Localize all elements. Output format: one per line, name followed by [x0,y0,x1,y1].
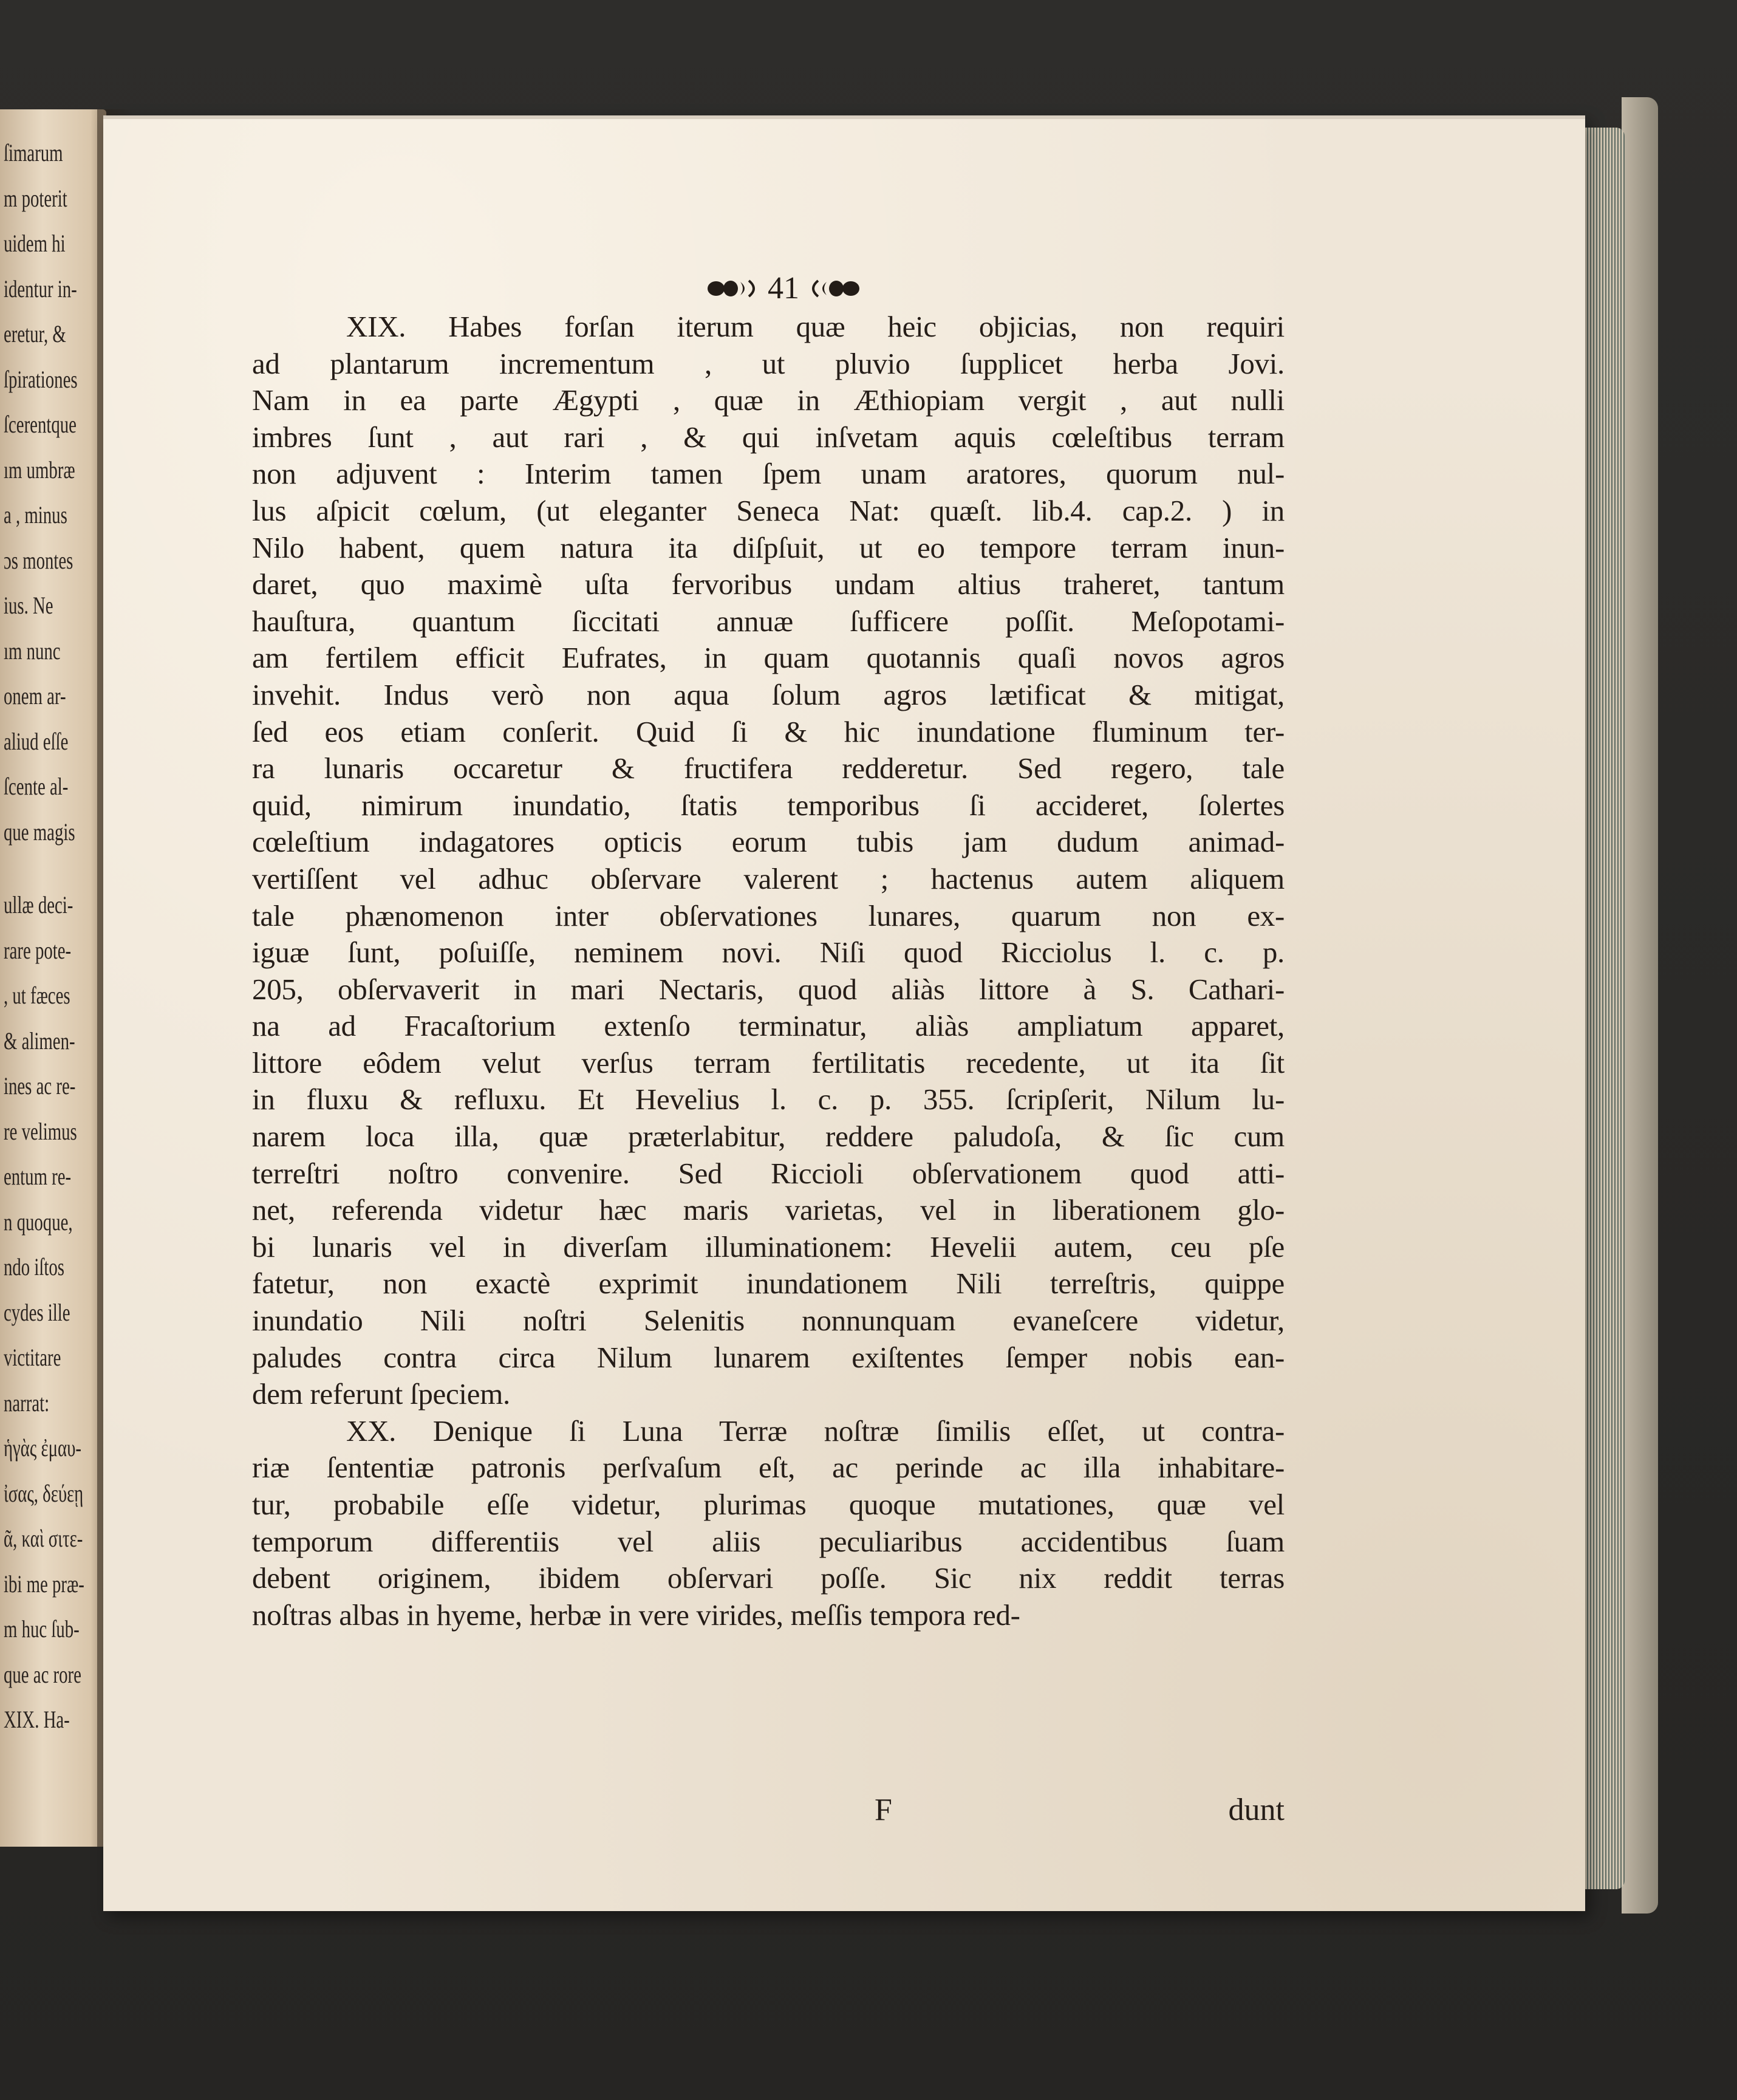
left-page-line: ım nunc [4,637,61,665]
text-line: dem referunt ſpeciem. [252,1377,510,1411]
left-page-line: ſcerentque [4,411,77,438]
left-page-line: onem ar- [4,682,66,710]
page-header [644,270,923,313]
text-line: 205, obſervaverit in mari Nectaris, quod aliàs littore à S. Cathari- [252,972,1285,1006]
text-line: invehit. Indus verò non aqua ſolum agros lætificat & mitigat, [252,677,1285,711]
text-line: littore eôdem velut verſus terram fertilitatis recedente, ut ita ſit [252,1045,1285,1079]
left-page-line: ſimarum [4,139,63,166]
left-page-line: entum re- [4,1163,72,1190]
left-page-line: & alimen- [4,1027,75,1055]
left-page-line: a , minus [4,501,67,528]
page-stack-edge [1582,128,1625,1889]
book-cover-edge [1622,97,1658,1914]
text-line: terreſtri noſtro convenire. Sed Riccioli obſervationem quod atti- [252,1156,1285,1190]
text-line: hauſtura, quantum ſiccitati annuæ ſufficere poſſit. Meſopotami- [252,604,1285,638]
text-line: XX. Denique ſi Luna Terræ noſtræ ſimilis eſſet, ut contra- [346,1414,1285,1448]
text-line: ſed eos etiam conſerit. Quid ſi & hic inundatione fluminum ter- [252,714,1285,748]
text-line: narem loca illa, quæ præterlabitur, reddere paludoſa, & ſic cum [252,1120,1285,1154]
text-line: daret, quo maximè uſta fervoribus undam altius traheret, tantum [252,567,1285,601]
page-number: 41 [768,271,799,306]
left-page-line: ines ac re- [4,1072,76,1100]
text-line: iguæ ſunt, poſuiſſe, neminem novi. Niſi quod Ricciolus l. c. p. [252,935,1285,970]
left-page-line: ɔs montes [4,546,73,574]
left-page-line: ἡγὰς ἐμαυ- [4,1434,81,1462]
signature-mark: F [875,1793,892,1827]
left-page-line: eretur, & [4,320,66,347]
text-line: temporum differentiis vel aliis peculiaribus accidentibus ſuam [252,1524,1285,1558]
text-line: in fluxu & refluxu. Et Hevelius l. c. p. 355. ſcripſerit, Nilum lu- [252,1082,1285,1117]
left-page-line: rare pote- [4,936,72,964]
left-page-line: m poterit [4,184,67,212]
left-page-line: narrat: [4,1389,50,1417]
left-page-line: m huc ſub- [4,1615,80,1643]
text-line: debent originem, ibidem obſervari poſſe. Sic nix reddit terras [252,1561,1285,1595]
left-page-line: ᾶ, καὶ σιτε- [4,1525,83,1552]
text-line: lus aſpicit cœlum, (ut eleganter Seneca Nat: quæſt. lib.4. cap.2. ) in [252,493,1285,527]
text-line: tale phænomenon inter obſervationes lunares, quarum non ex- [252,898,1285,932]
text-line: ra lunaris occaretur & fructifera redderetur. Sed regero, tale [252,751,1285,785]
left-page-line: aliud eſſe [4,727,69,755]
left-page-line: ἰσας, δεύεῃ [4,1479,84,1507]
text-line: non adjuvent : Interim tamen ſpem unam aratores, quorum nul- [252,457,1285,491]
left-page-line: ſcente al- [4,773,69,800]
left-page-line: ius. Ne [4,592,53,619]
text-line: fatetur, non exactè exprimit inundationem Nili terreſtris, quippe [252,1267,1285,1301]
left-page-line: re velimus [4,1117,77,1145]
text-line: Nam in ea parte Ægypti , quæ in Æthiopiam vergit , aut nulli [252,383,1285,417]
text-line: imbres ſunt , aut rari , & qui inſvetam aquis cœleſtibus terram [252,420,1285,454]
text-line: noſtras albas in hyeme, herbæ in vere virides, meſſis tempora red- [252,1598,1020,1632]
left-page-line: uidem hi [4,230,66,257]
left-page-line: , ut fæces [4,982,70,1009]
left-page-line: victitare [4,1344,61,1371]
left-page-line: ullæ deci- [4,891,73,918]
left-page-line: que magis [4,818,75,846]
left-page-fragment [0,109,106,1847]
left-page-line: ibi me præ- [4,1570,84,1598]
text-line: cœleſtium indagatores opticis eorum tubis jam dudum animad- [252,825,1285,859]
left-page-line: identur in- [4,275,77,303]
text-line: Nilo habent, quem natura ita diſpſuit, ut eo tempore terram inun- [252,530,1285,564]
text-line: am fertilem efficit Eufrates, in quam quotannis quaſi novos agros [252,641,1285,675]
text-line: tur, probabile eſſe videtur, plurimas quoque mutationes, quæ vel [252,1488,1285,1521]
text-line: net, referenda videtur hæc maris varietas, vel in liberationem glo- [252,1193,1285,1227]
text-line: bi lunaris vel in diverſam illuminationem: Hevelii autem, ceu pſe [252,1230,1285,1264]
text-line: inundatio Nili noſtri Selenitis nonnunquam evaneſcere videtur, [252,1304,1285,1338]
text-line: riæ ſententiæ patronis perſvaſum eſt, ac perinde ac illa inhabitare- [252,1451,1285,1485]
text-line: XIX. Habes forſan iterum quæ heic objicias, non requiri [346,310,1285,343]
text-line: quid, nimirum inundatio, ſtatis temporibus ſi accideret, ſolertes [252,788,1285,822]
catchword: dunt [1228,1793,1285,1827]
body-text [252,309,1285,1633]
text-line: na ad Fracaſtorium extenſo terminatur, aliàs ampliatum apparet, [252,1009,1285,1043]
text-line: vertiſſent vel adhuc obſervare valerent ; hactenus autem aliquem [252,861,1285,895]
text-line: paludes contra circa Nilum lunarem exiſtentes ſemper nobis ean- [252,1340,1285,1374]
left-page-line: XIX. Ha- [4,1706,70,1733]
left-page-line: n quoque, [4,1208,73,1236]
printer-ornament-icon [706,278,761,299]
left-page-line: que ac rore [4,1660,81,1688]
left-page-line: ım umbræ [4,456,75,484]
text-line: ad plantarum incrementum , ut pluvio ſupplicet herba Jovi. [252,346,1285,380]
page-footer [252,1792,1285,1831]
left-page-line: ndo iſtos [4,1253,65,1281]
left-page-line: ſpirationes [4,365,78,393]
printer-ornament-icon [806,278,861,299]
left-page-line: cydes ille [4,1298,70,1326]
